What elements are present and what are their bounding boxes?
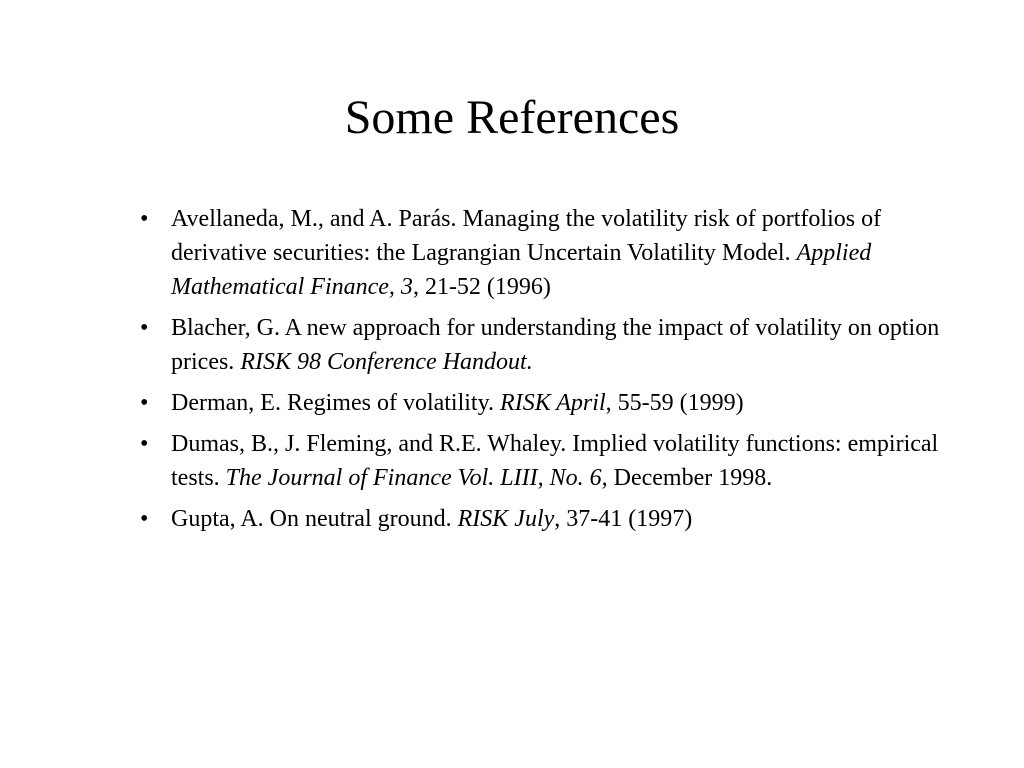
bullet-icon: • xyxy=(140,506,149,532)
bullet-icon: • xyxy=(140,315,149,341)
reference-authors-title: Gupta, A. On neutral ground. xyxy=(171,506,458,532)
reference-details: , 55-59 (1999) xyxy=(605,390,744,416)
reference-details: , 37-41 (1997) xyxy=(554,506,693,532)
reference-item xyxy=(140,202,940,304)
reference-item xyxy=(140,386,940,420)
bullet-icon: • xyxy=(140,206,149,232)
reference-source: Applied Mathematical Finance, 3 xyxy=(171,240,872,300)
bullet-icon: • xyxy=(140,390,149,416)
reference-details: December 1998. xyxy=(607,465,773,491)
reference-item xyxy=(140,311,940,379)
reference-source: RISK July xyxy=(457,506,555,532)
bullet-icon: • xyxy=(140,431,149,457)
slide-title: Some References xyxy=(344,91,680,144)
reference-authors-title: Derman, E. Regimes of volatility. xyxy=(171,390,501,416)
reference-source: RISK 98 Conference Handout. xyxy=(240,349,533,375)
reference-authors-title: Dumas, B., J. Fleming, and R.E. Whaley. Implied volatility functions: empirical tests. xyxy=(171,431,939,491)
reference-source: The Journal of Finance Vol. LIII, No. 6, xyxy=(225,465,608,491)
reference-item xyxy=(140,427,940,495)
reference-details: , 21-52 (1996) xyxy=(412,274,551,300)
reference-item xyxy=(140,502,940,536)
reference-authors-title: Blacher, G. A new approach for understanding the impact of volatility on option prices. xyxy=(171,315,940,375)
reference-authors-title: Avellaneda, M., and A. Parás. Managing the volatility risk of portfolios of derivative securities: the Lagrangian Uncertain Volatility Model. xyxy=(171,206,882,266)
reference-list xyxy=(140,202,940,543)
reference-source: RISK April xyxy=(500,390,606,416)
